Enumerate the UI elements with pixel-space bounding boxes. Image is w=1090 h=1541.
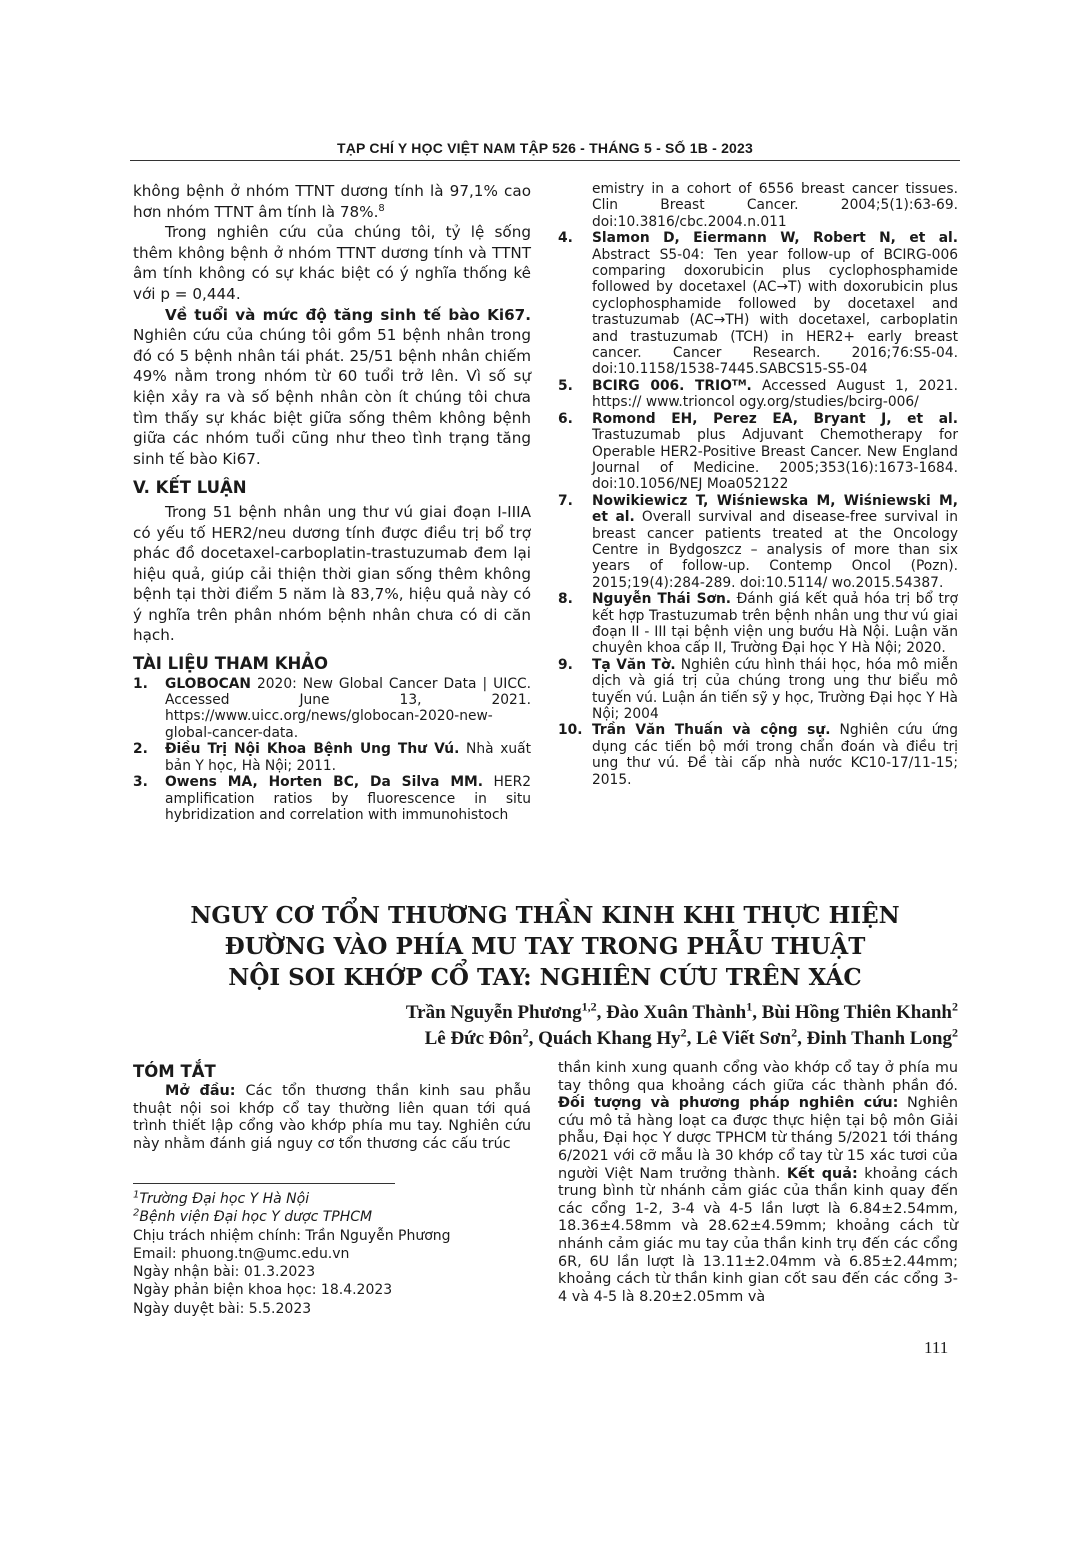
references-right-items <box>558 230 958 788</box>
reference-body <box>592 722 958 788</box>
author-separator: , <box>596 1002 607 1023</box>
abstract-intro-label: Mở đầu: <box>165 1083 236 1099</box>
affiliation-2: $^2$Bệnh viện Đại học Y dược TPHCM <box>133 1207 373 1226</box>
paragraph-1-text: không bệnh ở nhóm TTNT dương tính là 97,1% cao hơn nhóm TTNT âm tính là 78%. <box>133 182 531 221</box>
reference-author: Slamon D, Eiermann W, Robert N, et al. <box>592 230 958 247</box>
paragraph-3 <box>133 305 531 470</box>
author-name: Quách Khang Hy <box>538 1028 681 1049</box>
reference-number: 4. <box>558 230 573 247</box>
reference-3-continuation <box>558 181 958 230</box>
author-affiliation-sup: 1,2 <box>581 999 597 1014</box>
reference-number: 9. <box>558 656 573 673</box>
reference-number: 1. <box>133 675 148 692</box>
page-number: 111 <box>924 1338 949 1357</box>
reference-body <box>165 741 531 774</box>
reference-text: Nhà xuất bản Y học, Hà Nội; 2011. <box>165 741 531 774</box>
article-title <box>130 900 960 993</box>
reference-author: Trần Văn Thuấn và cộng sự. <box>592 722 831 739</box>
reference-body <box>592 657 958 723</box>
footnotes <box>133 1190 531 1318</box>
references-heading: TÀI LIỆU THAM KHẢO <box>133 654 329 674</box>
author-affiliation-sup: 2 <box>680 1025 687 1040</box>
reference-item <box>558 493 958 591</box>
reference-text: Đánh giá kết quả hóa trị bổ trợ kết hợp Trastuzumab trên bệnh nhân ung thư vú giai đoạn II - III tại bệnh viện ung bướu Hà Nội. Luận văn chuyên khoa cấp II, Trường Đại học Y Hà Nội; 2020. <box>592 591 958 657</box>
reference-body <box>165 774 531 823</box>
author-line-1 <box>158 1000 958 1026</box>
author-name: Lê Viết Sơn <box>696 1028 792 1049</box>
paragraph-3-text: Nghiên cứu của chúng tôi gồm 51 bệnh nhân trong đó có 5 bệnh nhân tái phát. 25/51 bệnh nhân chiếm 49% nằm trong nhóm từ 60 tuổi trở lên. Vì số sự kiện xảy ra và số bệnh nhân còn ít chúng tôi chưa tìm thấy sự khác biệt giữa sống thêm không bệnh giữa các nhóm tuổi cũng như theo tình trạng tăng sinh tế bào Ki67. <box>133 326 531 468</box>
right-column <box>558 181 958 788</box>
reference-body <box>592 230 958 378</box>
conclusion-text: Trong 51 bệnh nhân ung thư vú giai đoạn I-IIIA có yếu tố HER2/neu dương tính được điều trị bổ trợ phác đồ docetaxel-carboplatin-trastuzumab đem lại hiệu quả, giúp cải thiện thời gian sống thêm không bệnh tại thời điểm 5 năm là 83,7%, hiệu quả này có ý nghĩa trên phân nhóm bệnh nhân chưa có di căn hạch. <box>133 502 531 645</box>
reference-text: Overall survival and disease-free survival in breast cancer patients treated at the Oncology Centre in Bydgoszcz – analysis of more than six years of follow-up. Contemp Oncol (Pozn). 2015;19(4):284-289. doi:10.5114/ wo.2015.54387. <box>592 509 958 591</box>
title-line-3: NỘI SOI KHỚP CỔ TAY: NGHIÊN CỨU TRÊN XÁC <box>228 964 862 991</box>
reference-author: Nguyễn Thái Sơn. <box>592 591 732 608</box>
reference-number: 3. <box>133 774 148 791</box>
reference-number: 10. <box>558 722 583 739</box>
date-received: Ngày nhận bài: 01.3.2023 <box>133 1264 316 1281</box>
reference-author: GLOBOCAN <box>165 675 251 692</box>
author-line-2 <box>158 1026 958 1052</box>
reference-author: BCIRG 006. TRIOᵀᴹ. <box>592 377 752 394</box>
left-column <box>133 181 531 823</box>
reference-text: HER2 amplification ratios by fluorescence in situ hybridization and correlation with immunohistoch <box>165 774 532 823</box>
reference-item <box>558 230 958 378</box>
reference-number: 7. <box>558 492 573 509</box>
paragraph-2: Trong nghiên cứu của chúng tôi, tỷ lệ sống thêm không bệnh ở nhóm TTNT dương tính và TTNT âm tính không có sự khác biệt có ý nghĩa thống kê với p = 0,444. <box>133 223 531 303</box>
author-separator: , <box>797 1028 807 1049</box>
abstract-results-label: Kết quả: <box>786 1165 858 1182</box>
affiliation-1: $^1$Trường Đại học Y Hà Nội <box>133 1189 310 1207</box>
reference-text: 2020: New Global Cancer Data | UICC. Accessed June 13, 2021. https://www.uicc.org/news/globocan-2020-new-global-cancer-data. <box>165 675 531 741</box>
abstract-heading: TÓM TẮT <box>133 1062 216 1081</box>
author-affiliation-sup: 1 <box>746 999 753 1014</box>
reference-item <box>133 774 531 823</box>
abstract-left <box>133 1062 531 1153</box>
subheading-age-ki67: Về tuổi và mức độ tăng sinh tế bào Ki67. <box>165 305 531 324</box>
conclusion-heading: V. KẾT LUẬN <box>133 478 247 498</box>
reference-body <box>592 411 958 493</box>
references-list-right <box>558 181 958 788</box>
reference-body <box>165 676 531 742</box>
reference-item <box>558 378 958 411</box>
abstract-methods-label: Đối tượng và phương pháp nghiên cứu: <box>558 1095 899 1112</box>
author-separator: , <box>686 1028 697 1049</box>
reference-text: Nghiên cứu ứng dụng các tiến bộ mới trong chẩn đoán và điều trị ung thư vú. Đề tài cấp nhà nước KC10-17/11-15; 2015. <box>592 722 958 788</box>
reference-body <box>592 493 958 591</box>
reference-number: 2. <box>133 741 148 758</box>
author-name: Đinh Thanh Long <box>806 1028 952 1049</box>
reference-item <box>133 741 531 774</box>
title-line-2: ĐƯỜNG VÀO PHÍA MU TAY TRONG PHẪU THUẬT <box>224 933 866 960</box>
author-separator: , <box>528 1028 539 1049</box>
corresponding-author: Chịu trách nhiệm chính: Trần Nguyễn Phương <box>133 1227 451 1244</box>
reference-item <box>558 411 958 493</box>
date-approved: Ngày duyệt bài: 5.5.2023 <box>133 1300 312 1317</box>
author-affiliation-sup: 2 <box>522 1025 529 1040</box>
reference-author: Nowikiewicz T, Wiśniewska M, Wiśniewski M, et al. <box>592 492 958 526</box>
reference-number: 5. <box>558 377 573 394</box>
paragraph-1 <box>133 181 531 222</box>
footnote-rule <box>133 1183 395 1184</box>
email: Email: phuong.tn@umc.edu.vn <box>133 1245 350 1262</box>
reference-item <box>558 722 958 788</box>
citation-superscript: 8 <box>378 202 385 214</box>
author-separator: , <box>752 1002 762 1023</box>
author-name: Lê Đức Đôn <box>424 1028 523 1049</box>
abstract-intro <box>133 1083 531 1153</box>
author-name: Bùi Hồng Thiên Khanh <box>761 1002 952 1023</box>
date-reviewed: Ngày phản biện khoa học: 18.4.2023 <box>133 1282 393 1299</box>
running-head: TẠP CHÍ Y HỌC VIỆT NAM TẬP 526 - THÁNG 5 - SỐ 1B - 2023 <box>336 140 754 156</box>
reference-author: Owens MA, Horten BC, Da Silva MM. <box>165 774 484 791</box>
author-affiliation-sup: 2 <box>952 1025 958 1040</box>
author-affiliation-sup: 2 <box>791 1025 798 1040</box>
reference-text: Nghiên cứu hình thái học, hóa mô miễn dịch và giá trị của chúng trong ung thư biểu mô tuyến vú. Luận án tiến sỹ y học, Trường Đại học Y Hà Nội; 2004 <box>592 656 958 722</box>
reference-author: Romond EH, Perez EA, Bryant J, et al. <box>592 410 958 427</box>
reference-text: Trastuzumab plus Adjuvant Chemotherapy for Operable HER2-Positive Breast Cancer. New England Journal of Medicine. 2005;353(16):1673-1684. doi:10.1056/NEJ Moa052122 <box>592 427 958 493</box>
abstract-intro-text: Các tổn thương thần kinh sau phẫu thuật nội soi khớp cổ tay thường liên quan tới quá trình thiết lập cổng vào khớp phía mu tay. Nghiên cứu này nhằm đánh giá nguy cơ tổn thương các cấu trúc <box>133 1083 532 1152</box>
title-line-1: NGUY CƠ TỔN THƯƠNG THẦN KINH KHI THỰC HIỆN <box>190 902 900 929</box>
reference-text: Abstract S5-04: Ten year follow-up of BCIRG-006 comparing doxorubicin plus cyclophosphamide followed by docetaxel (AC→T) with doxorubicin plus cyclophosphamide followed by docetaxel and trastuzumab (AC→TH) with docetaxel, carboplatin and trastuzumab (TCH) in HER2+ early breast cancer. Cancer Research. 2016;76:S5-04. doi:10.1158/1538-7445.SABCS15-S5-04 <box>592 246 958 378</box>
reference-author: Tạ Văn Tờ. <box>592 656 676 673</box>
reference-author: Điều Trị Nội Khoa Bệnh Ung Thư Vú. <box>165 741 460 758</box>
reference-number: 8. <box>558 591 573 608</box>
reference-item <box>558 591 958 657</box>
author-list <box>158 1000 958 1052</box>
reference-body <box>592 378 958 411</box>
reference-text: Accessed August 1, 2021. https:// www.trioncol ogy.org/studies/bcirg-006/ <box>592 377 958 411</box>
header-rule <box>130 160 960 161</box>
reference-body <box>592 591 958 657</box>
reference-number: 6. <box>558 410 573 427</box>
abstract-right <box>558 1060 958 1306</box>
references-list-left <box>133 676 531 824</box>
reference-item <box>133 676 531 742</box>
reference-item <box>558 657 958 723</box>
author-name: Trần Nguyễn Phương <box>405 1002 582 1023</box>
reference-text: emistry in a cohort of 6556 breast cancer tissues. Clin Breast Cancer. 2004;5(1):63-69. doi:10.3816/cbc.2004.n.011 <box>592 181 958 230</box>
abstract-continued: thần kinh xung quanh cổng vào khớp cổ tay ở phía mu tay thông qua khoảng cách giữa các thành phần đó. Đối tượng và phương pháp nghiên cứu: Nghiên cứu mô tả hàng loạt ca được thực hiện tại bộ môn Giải phẫu, Đại học Y dược TPHCM từ tháng 5/2021 tới tháng 6/2021 với cỡ mẫu là 30 khớp cổ tay từ 15 xác tươi của người Việt Nam trưởng thành. Kết quả: khoảng cách trung bình từ nhánh cảm giác của thần kinh quay đến các cổng 1-2, 3-4 và 4-5 lần lượt là 6.84±2.54mm, 18.36±4.58mm và 28.62±4.59mm; khoảng cách từ nhánh cảm giác mu tay của thần kinh trụ đến các cổng 6R, 6U lần lượt là 13.11±2.04mm và 6.85±2.44mm; khoảng cách từ thần kinh gian cốt sau đến các cổng 3-4 và 4-5 là 8.20±2.05mm và <box>558 1060 958 1305</box>
author-name: Đào Xuân Thành <box>606 1002 747 1023</box>
author-affiliation-sup: 2 <box>952 999 958 1014</box>
